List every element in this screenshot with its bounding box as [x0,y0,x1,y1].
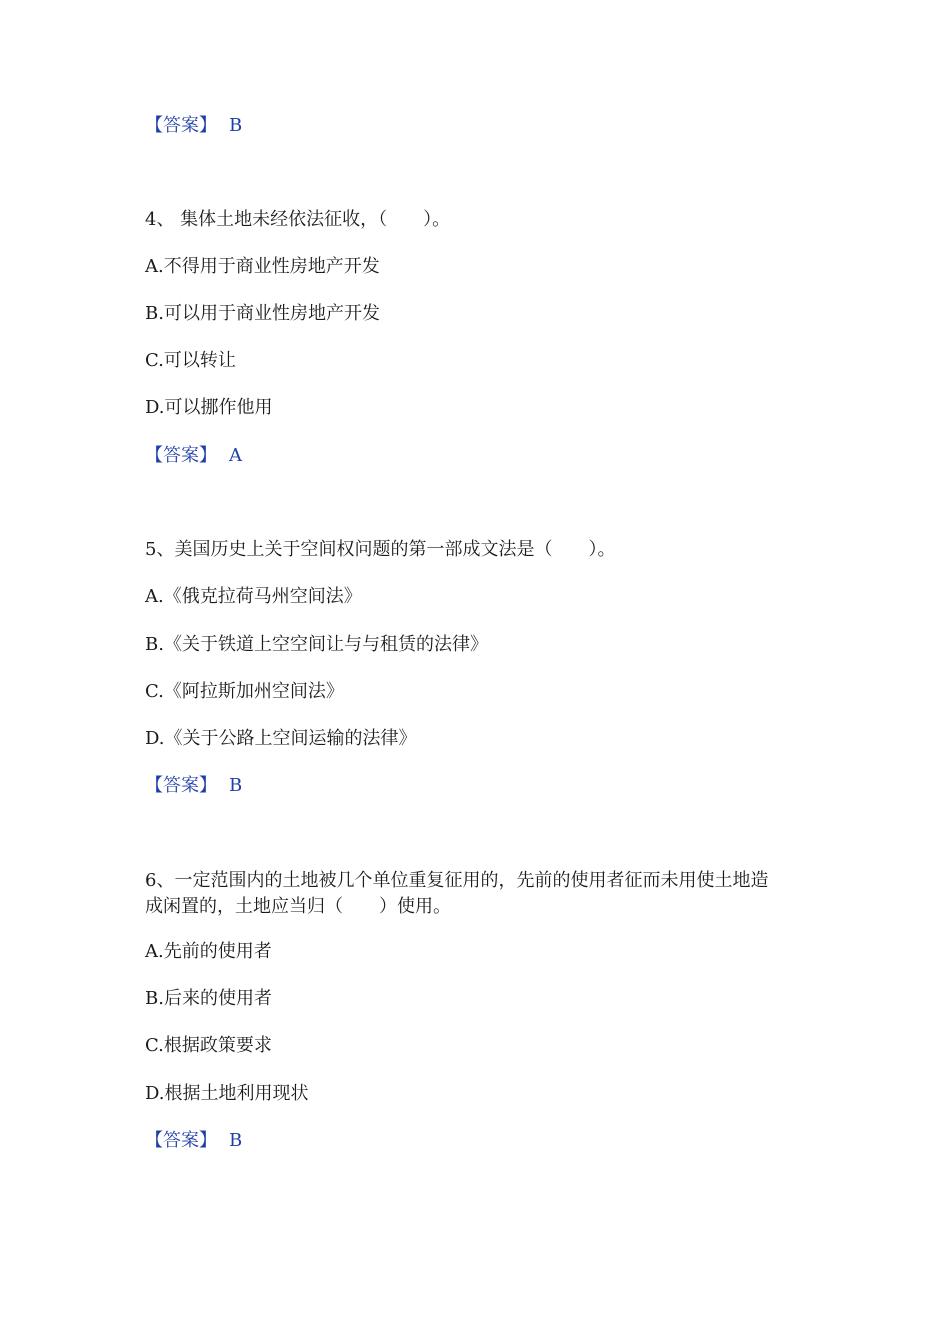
question-5-option-b: B.《关于铁道上空空间让与与租赁的法律》 [145,634,488,655]
question-4-option-c: C.可以转让 [145,350,236,371]
answer-q6 [145,1128,242,1154]
answer-value: B [229,1130,243,1151]
question-5-stem: 5、美国历史上关于空间权问题的第一部成文法是（ ）。 [145,539,616,560]
question-6-option-c: C.根据政策要求 [145,1035,272,1056]
answer-value: B [229,115,243,136]
answer-value: A [229,445,242,466]
answer-q4 [145,443,242,469]
answer-q5 [145,773,242,799]
question-6-option-d: D.根据土地利用现状 [145,1083,309,1104]
answer-label: 【答案】 [145,115,217,136]
question-6-stem-line-1: 6、一定范围内的土地被几个单位重复征用的，先前的使用者征而未用使土地造 [145,870,769,891]
question-4-option-a: A.不得用于商业性房地产开发 [145,256,380,277]
answer-q3 [145,113,242,139]
question-5-option-a: A.《俄克拉荷马州空间法》 [145,586,362,607]
question-5-option-c: C.《阿拉斯加州空间法》 [145,681,344,702]
question-4-option-b: B.可以用于商业性房地产开发 [145,303,380,324]
question-4-stem: 4、 集体土地未经依法征收，（ ）。 [145,209,451,230]
question-6-stem-line-2: 成闲置的，土地应当归（ ）使用。 [145,896,451,917]
answer-label: 【答案】 [145,445,217,466]
answer-label: 【答案】 [145,1130,217,1151]
question-4-option-d: D.可以挪作他用 [145,397,273,418]
question-5-option-d: D.《关于公路上空间运输的法律》 [145,728,417,749]
answer-value: B [229,775,243,796]
question-6-option-b: B.后来的使用者 [145,988,272,1009]
question-6-option-a: A.先前的使用者 [145,941,272,962]
answer-label: 【答案】 [145,775,217,796]
